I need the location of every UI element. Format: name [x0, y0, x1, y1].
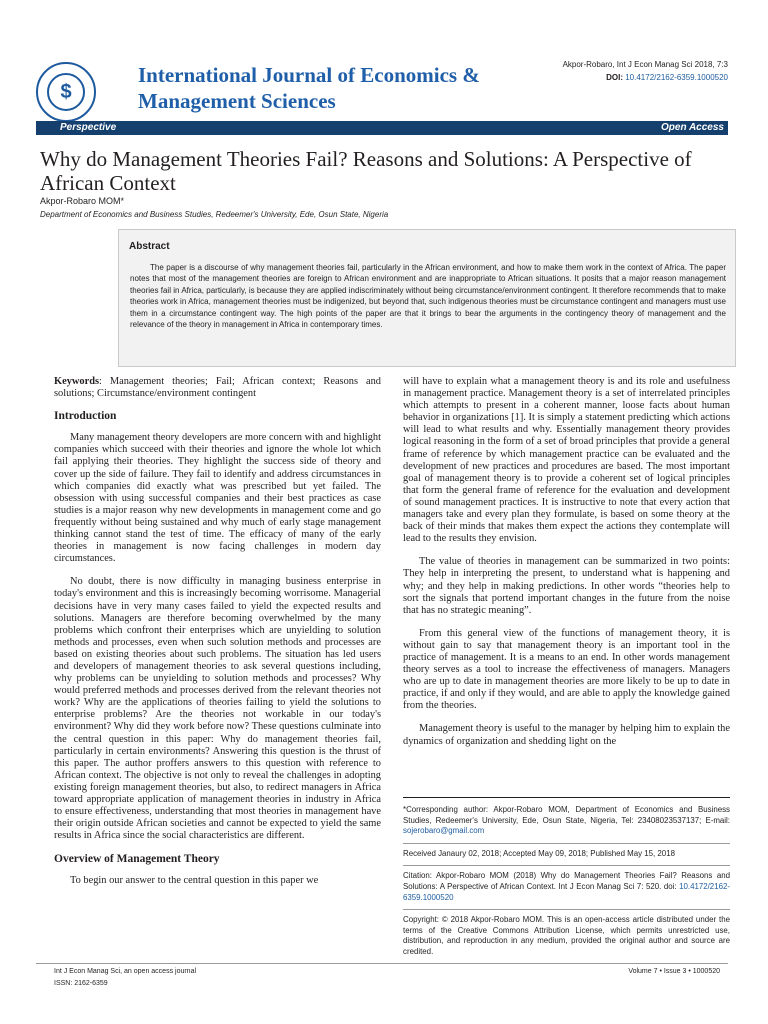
open-access-label: Open Access — [661, 122, 724, 133]
abstract-text: The paper is a discourse of why management theories fail, particularly in the African environment, and how to make them work in the context of Africa. The paper notes that most of the management theories are foreign to African environment and are inappropriate to African situations. It posits that a major reason management theories fail in Africa, particularly, is because they are applied indiscriminately without being circumstance/environment contingent. It therefore recommends that to make theories work in Africa, management theories must be indigenized, but beyond that, such indigenous theories must be circumstance contingent and managers must use them in a circumstance contingent way. The high points of the paper are that it brings to bear the arguments in the contingency theory of management and the relevance of the theory in management in Africa in contemporary times. — [130, 263, 726, 330]
doi-label: DOI: — [606, 73, 623, 82]
intro-paragraph-1: Many management theory developers are more concern with and highlight companies which succeed with their theories and ignore the whole lot which fail applying their theories. They highlight the success side of theory and cover up the side of failure. They fail to identify and address circumstances in which companies did exactly what was prescribed but yet failed. The obsession with using successful companies and their best practices as case studies is a major reason why new developments in management come and go frequently without being sustained and why much of early stage management thinking cannot stand the test of time. The efficacy of many of the early theories in management is now facing challenges in modern day circumstances. — [54, 432, 381, 565]
right-paragraph-1: will have to explain what a management theory is and its role and usefulness in management practice. Management theory is a set of interrelated principles which attempts to present in a coherent manner, loose facts about human behavior in organizations [1]. It is simply a statement predicting which actions will lead to what results and why. Essentially management theory provides logical reasoning in the form of a set of broad principles that provide a general frame of reference by which management practice can be evaluated and the development of new practices and procedures are based. The most important goal of management theory is to provide a coherent set of logical principles that form the general frame of reference for the evaluation and development of sound management practices. It is instructive to note that every action that managers take and every plan they formulate, is based on some theory at the back of their minds that makes them expect the actions they contemplate will lead to the results they envision. — [403, 376, 730, 545]
right-paragraph-3: From this general view of the functions of management theory, it is without gain to say that management theory is an important tool in the practice of management. It is a means to an end. In other words management theory serves as a tool to increase the effectiveness of managers. Managers who are up to date in management theories are more likely to be up to date in practice, if and only if they would, and are able to apply the knowledge gained from the theories. — [403, 627, 730, 712]
corresponding-author: *Corresponding author: Akpor-Robaro MOM, Department of Economics and Business Studies, Redeemer's University, Ede, Osun State, Nigeria, Tel: 23408023537137; E-mail: sojerobaro@gmail.com — [403, 805, 730, 836]
intro-paragraph-2: No doubt, there is now difficulty in managing business enterprise in today's environment and this is increasingly becoming worrisome. Managerial decisions have in very many cases failed to yield the expected results and solutions. Managers are therefore becoming overwhelmed by the many problems which confront their enterprises which are unyielding to solution methods and processes, even when such solution methods and processes are based on existing theories about such problems. The situation has led users and developers of management theories to ask several questions including, why problems can be unyielding to solution methods and processes? Why would preferred methods and processes derived from the relevant theories not work? Why are the applications of theories failing to yield the solutions to enterprise problems? Are the theories not workable in our today's environment? Why did they work before now? These questions culminate into the central question in this paper: Why do management theories fail, particularly in certain environments? Answering this question is the thrust of this paper. The author proffers answers to this question with reference to African context. The objective is not only to reveal the challenges in adopting existing foreign management theories, but also, to redirect managers in Africa toward appropriate application of management theories in industry in Africa to ensure effectiveness, understanding that most theories in management have their origin outside African societies and cannot be expected to yield the same results in Africa since the social characteristics are different. — [54, 576, 381, 842]
citation-short: Akpor-Robaro, Int J Econ Manag Sci 2018, 7:3 — [562, 60, 728, 69]
keywords-text: : Management theories; Fail; African context; Reasons and solutions; Circumstance/environment contingent — [54, 376, 381, 400]
article-type-band — [36, 121, 728, 135]
introduction-heading: Introduction — [54, 410, 117, 423]
copyright: Copyright: © 2018 Akpor-Robaro MOM. This is an open-access article distributed under the terms of the Creative Commons Attribution License, which permits unrestricted use, distribution, and reproduction in any medium, provided the original author and source are credited. — [403, 915, 730, 956]
author-affiliation: Department of Economics and Business Studies, Redeemer's University, Ede, Osun State, Nigeria — [40, 210, 389, 219]
article-type-label: Perspective — [60, 122, 117, 133]
article-dates: Received Janaury 02, 2018; Accepted May 09, 2018; Published May 15, 2018 — [403, 848, 675, 858]
doi-link[interactable]: 10.4172/2162-6359.1000520 — [625, 73, 728, 82]
abstract-heading: Abstract — [129, 241, 170, 252]
journal-title-line1: International Journal of Economics & — [138, 63, 480, 87]
header-citation — [563, 58, 728, 84]
footer-journal: Int J Econ Manag Sci, an open access journal — [54, 968, 197, 975]
journal-title-line2: Management Sciences — [138, 89, 336, 113]
journal-logo — [36, 62, 96, 122]
citation-doi-link[interactable]: 10.4172/2162-6359.1000520 — [403, 881, 730, 902]
article-title: Why do Management Theories Fail? Reasons and Solutions: A Perspective of African Context — [40, 147, 692, 195]
citation: Citation: Akpor-Robaro MOM (2018) Why do Management Theories Fail? Reasons and Solutions: A Perspective of African Context. Int J Econ Manag Sci 7: 520. doi: 10.4172/2162-6359.1000520 — [403, 871, 730, 902]
dollar-icon: $ — [47, 73, 85, 111]
right-paragraph-4: Management theory is useful to the manager by helping him to explain the dynamics of organization and shedding light on the — [403, 723, 730, 747]
overview-heading: Overview of Management Theory — [54, 853, 220, 866]
keywords — [54, 376, 381, 400]
footer-left — [54, 966, 196, 990]
footer-volume: Volume 7 • Issue 3 • 1000520 — [628, 968, 720, 975]
left-column — [54, 376, 381, 899]
footer-divider — [36, 963, 728, 964]
email-link[interactable]: sojerobaro@gmail.com — [403, 826, 485, 836]
article-info — [403, 805, 730, 964]
footer-issn: ISSN: 2162-6359 — [54, 980, 108, 987]
journal-title — [138, 62, 480, 114]
right-column — [403, 376, 730, 759]
right-paragraph-2: The value of theories in management can be summarized in two points: They help in interpreting the present, to understand what is happening and why; and they help in making predictions. In other words “theories help to sort the signals that portend important changes in the future from the noise that has no strategic meaning”. — [403, 556, 730, 616]
overview-paragraph-1: To begin our answer to the central question in this paper we — [70, 875, 319, 887]
article-info-divider — [403, 797, 730, 798]
keywords-label: Keywords — [54, 376, 100, 387]
article-author: Akpor-Robaro MOM* — [40, 196, 125, 206]
